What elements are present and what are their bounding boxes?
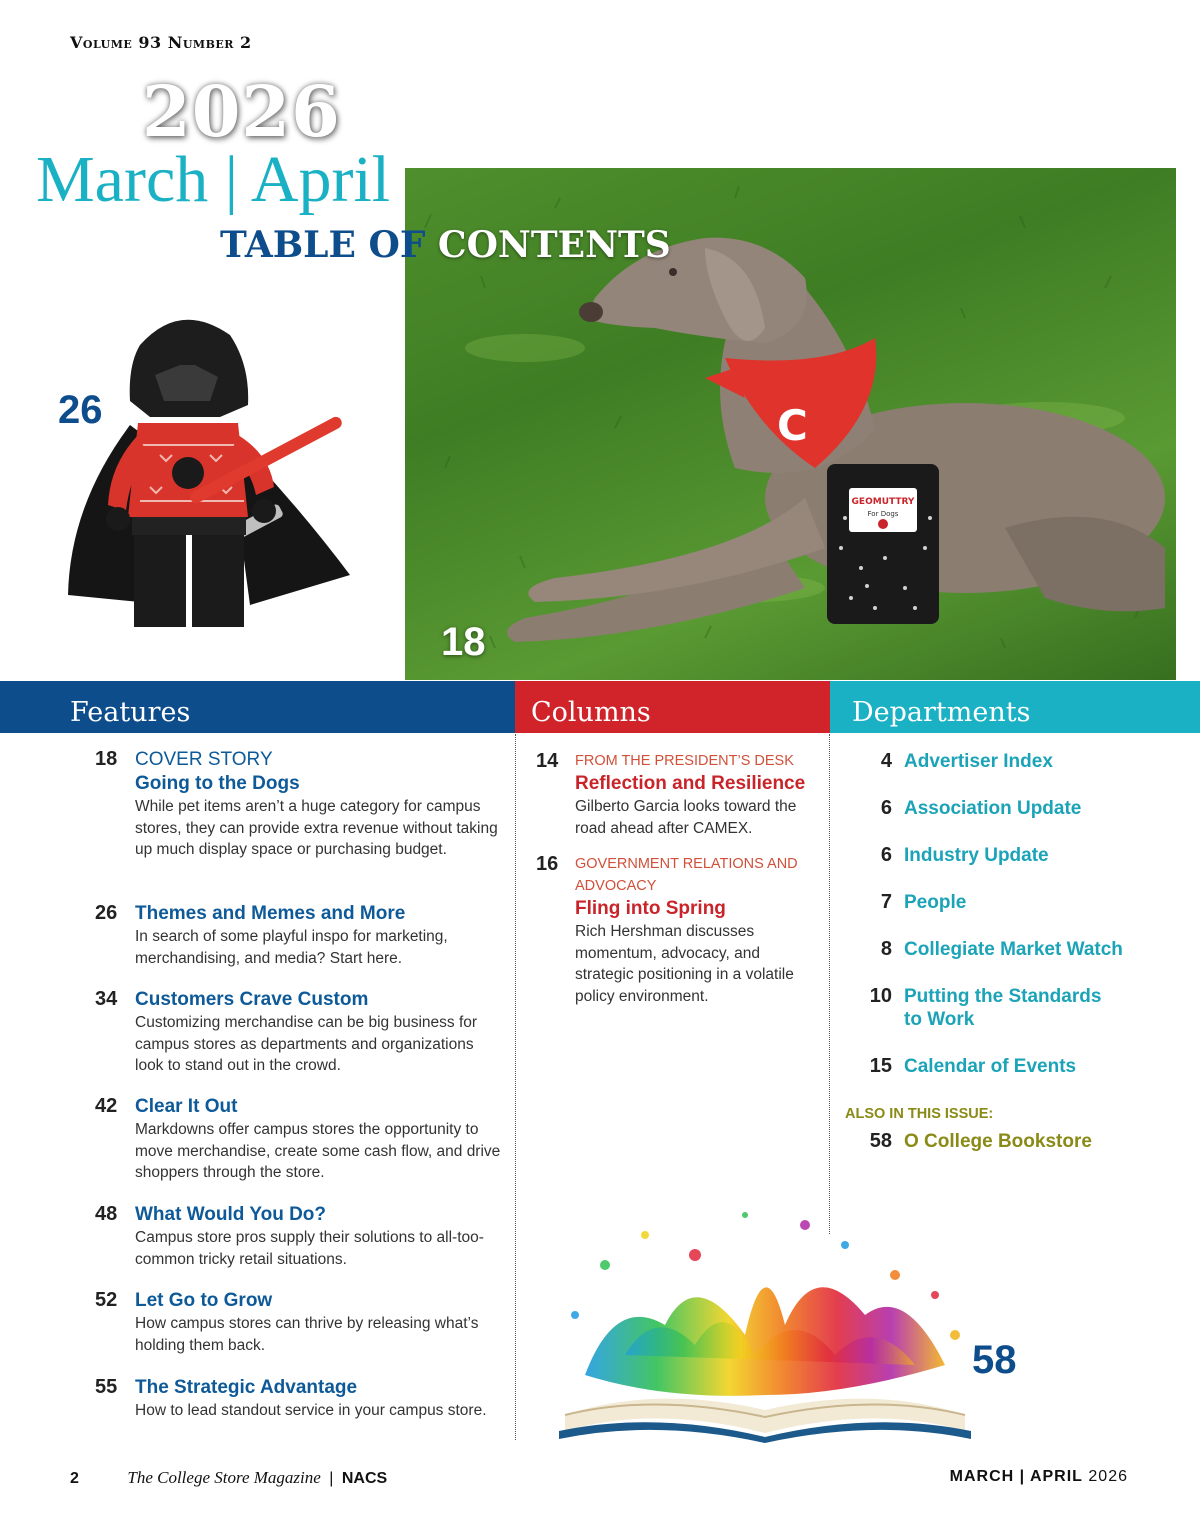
department-title[interactable]: Calendar of Events [904, 1056, 1077, 1077]
department-page-number: 6 [880, 844, 892, 866]
column-page-number: 16 [536, 853, 559, 875]
footer-separator: | [329, 1470, 334, 1487]
photo-page-number: 18 [441, 620, 486, 664]
feature-page-number: 42 [95, 1095, 118, 1117]
notebook-toy [827, 464, 939, 624]
also-in-this-issue-label: ALSO IN THIS ISSUE: [845, 1106, 994, 1122]
feature-page-number: 34 [95, 988, 118, 1010]
feature-description: Campus store pros supply their solutions to all-too-common tricky retail situations. [135, 1229, 484, 1268]
feature-description: While pet items aren’t a huge category for campus stores, they can provide extra revenue without taking up much display space or purchasing budget. [135, 798, 498, 858]
column-entry[interactable] [536, 750, 816, 839]
department-page-number: 10 [869, 985, 892, 1007]
issue-year: 2026 [142, 70, 341, 153]
column-title[interactable]: Fling into Spring [575, 898, 726, 919]
lego-page-number: 26 [58, 388, 103, 432]
feature-title[interactable]: Going to the Dogs [135, 773, 300, 794]
notebook-sub: For Dogs [867, 510, 899, 518]
department-title[interactable]: Industry Update [904, 845, 1049, 866]
feature-entry[interactable] [95, 1095, 505, 1184]
feature-title[interactable]: Let Go to Grow [135, 1290, 273, 1311]
department-entry[interactable] [846, 797, 1186, 820]
columns-departments-divider [829, 734, 830, 1234]
footer-issue-months: MARCH | APRIL [949, 1468, 1083, 1485]
department-entry[interactable] [846, 891, 1186, 914]
department-title[interactable]: Advertiser Index [904, 751, 1053, 772]
feature-title[interactable]: What Would You Do? [135, 1204, 327, 1225]
column-entry[interactable] [536, 853, 816, 1007]
open-book-splash-image [545, 1205, 985, 1445]
also-page-number: 58 [869, 1130, 892, 1152]
department-page-number: 15 [869, 1055, 892, 1077]
feature-page-number: 55 [95, 1376, 118, 1398]
column-kicker: FROM THE PRESIDENT’S DESK [575, 753, 794, 769]
feature-page-number: 26 [95, 902, 118, 924]
feature-entry[interactable] [95, 902, 505, 969]
table-of-contents-heading [220, 224, 671, 266]
column-page-number: 14 [536, 750, 559, 772]
feature-page-number: 48 [95, 1203, 118, 1225]
department-entry[interactable] [846, 844, 1186, 867]
magazine-name: The College Store Magazine [127, 1468, 321, 1487]
feature-page-number: 18 [95, 748, 118, 770]
footer-left [70, 1468, 387, 1488]
feature-entry[interactable] [95, 1289, 505, 1356]
feature-description: How to lead standout service in your campus store. [135, 1402, 487, 1419]
feature-title[interactable]: Customers Crave Custom [135, 989, 369, 1010]
footer-issue [950, 1468, 1128, 1486]
feature-title[interactable]: Themes and Memes and More [135, 903, 406, 924]
feature-description: Markdowns offer campus stores the opportunity to move merchandise, create some cash flow, and drive shoppers through the store. [135, 1121, 501, 1181]
feature-description: Customizing merchandise can be big business for campus stores as departments and organizations look to stand out in the crowd. [135, 1014, 478, 1074]
department-page-number: 7 [880, 891, 892, 913]
toc-heading-part-a: TABLE OF [220, 224, 426, 266]
also-title[interactable]: O College Bookstore [904, 1131, 1092, 1152]
columns-header: Columns [515, 681, 830, 733]
column-kicker: GOVERNMENT RELATIONS AND ADVOCACY [575, 856, 798, 894]
departments-header: Departments [830, 681, 1200, 733]
feature-entry[interactable] [95, 1376, 505, 1422]
department-entry[interactable] [846, 938, 1186, 961]
column-description: Gilberto Garcia looks toward the road ahead after CAMEX. [575, 798, 797, 837]
notebook-label: GEOMUTTRY [851, 497, 915, 507]
feature-title[interactable]: The Strategic Advantage [135, 1377, 358, 1398]
lego-figure-image [60, 305, 370, 640]
feature-entry-cover-story[interactable] [95, 748, 505, 861]
feature-kicker: COVER STORY [135, 749, 273, 770]
department-title[interactable]: Putting the Standards to Work [904, 986, 1102, 1030]
department-page-number: 4 [880, 750, 892, 772]
feature-page-number: 52 [95, 1289, 118, 1311]
features-columns-divider [515, 734, 516, 1440]
footer-issue-year: 2026 [1082, 1468, 1128, 1485]
department-title[interactable]: Collegiate Market Watch [904, 939, 1123, 960]
page-number: 2 [70, 1470, 79, 1487]
feature-description: In search of some playful inspo for marketing, merchandising, and media? Start here. [135, 928, 448, 967]
department-entry[interactable] [846, 750, 1186, 773]
feature-title[interactable]: Clear It Out [135, 1096, 238, 1117]
also-in-this-issue-entry[interactable] [846, 1130, 1186, 1153]
department-page-number: 6 [880, 797, 892, 819]
column-title[interactable]: Reflection and Resilience [575, 773, 806, 794]
organization-name: NACS [341, 1470, 388, 1487]
bandana-letter: C [777, 401, 808, 450]
toc-heading-part-b: CONTENTS [425, 224, 671, 266]
department-entry[interactable] [846, 985, 1186, 1031]
feature-entry[interactable] [95, 1203, 505, 1270]
feature-description: How campus stores can thrive by releasing what’s holding them back. [135, 1315, 479, 1354]
department-page-number: 8 [880, 938, 892, 960]
feature-entry[interactable] [95, 988, 505, 1077]
department-title[interactable]: Association Update [904, 798, 1082, 819]
column-description: Rich Hershman discusses momentum, advocacy, and strategic positioning in a volatile policy environment. [575, 923, 794, 1005]
issue-months: March | April [36, 143, 391, 216]
department-title[interactable]: People [904, 892, 967, 913]
volume-number: Volume 93 Number 2 [70, 33, 252, 52]
book-page-number: 58 [972, 1338, 1017, 1382]
department-entry[interactable] [846, 1055, 1186, 1078]
features-header: Features [0, 681, 515, 733]
